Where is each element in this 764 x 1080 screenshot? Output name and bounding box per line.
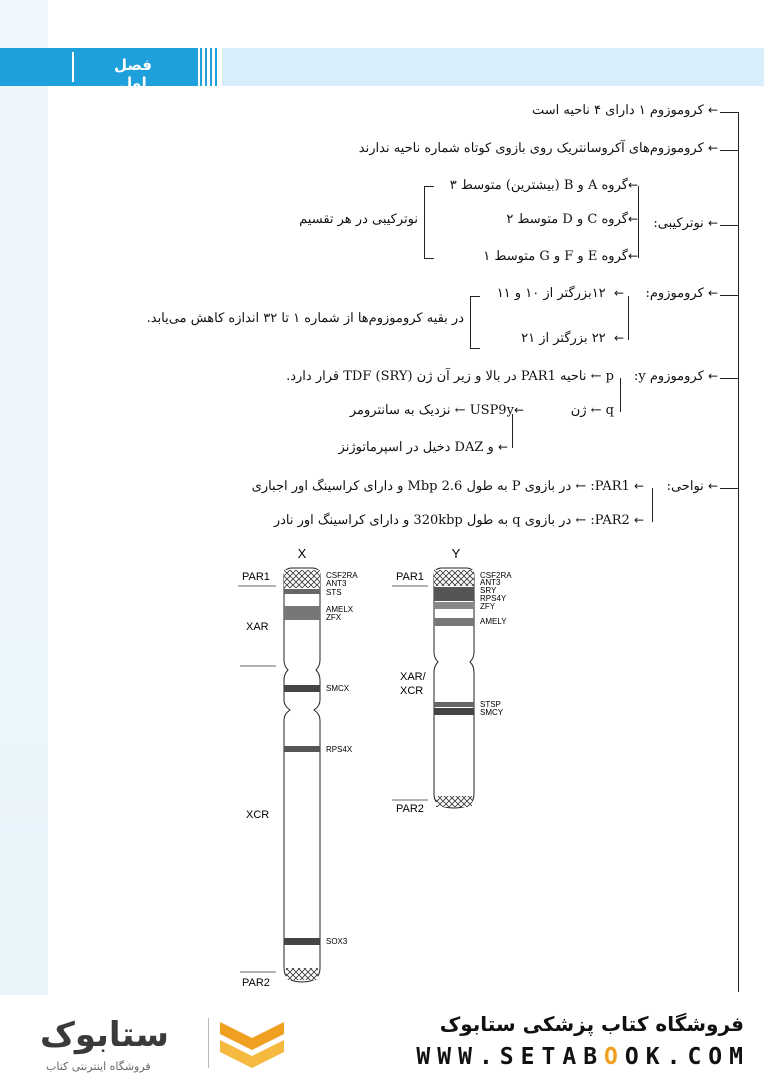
bracket [652,488,653,522]
y-daz: ← و DAZ دخیل در اسپرماتوژنز [338,440,508,455]
logo-chevron-icon [216,1012,288,1072]
bracket [638,186,639,258]
gene-ant3-x: ANT3 [326,579,347,588]
gene-ant3-y: ANT3 [480,578,501,587]
gene-csf2ra-y: CSF2RA [480,571,512,580]
y-title: Y [451,546,461,561]
group-efg: ←گروه E و F و G متوسط ۱ [483,249,638,264]
chromosome-figure [230,540,530,992]
gene-sox3: SOX3 [326,937,348,946]
chrom-rest: در بقیه کروموزوم‌ها از شماره ۱ تا ۳۲ اندازه کاهش می‌یابد. [146,311,464,326]
gene-sts: STS [326,588,342,597]
gene-amely: AMELY [480,617,507,626]
x-title: X [297,546,307,561]
gene-zfy: ZFY [480,602,496,611]
header-band [222,48,764,86]
main-outline-line [738,112,739,992]
connector [720,488,738,489]
shop-url[interactable]: WWW.SETABOOK.COM [416,1044,750,1070]
bracket [470,296,480,297]
bracket [424,258,434,259]
logo-subtitle: فروشگاه اینترنتی کتاب [46,1060,151,1073]
x-xar-label: XAR [246,621,269,633]
chapter-title: فصل اول [114,56,152,92]
gene-smcy: SMCY [480,708,504,717]
gene-smcx: SMCX [326,684,350,693]
connector [720,295,738,296]
y-xcr-label: XCR [400,685,424,697]
gene-rps4x: RPS4X [326,745,353,754]
x-xcr-label: XCR [246,809,270,821]
y-q-arm: q ← ژن [570,403,614,418]
bracket [424,186,434,187]
connector [720,225,738,226]
logo-wordmark: ستابوک [40,1015,169,1055]
y-par1-label: PAR1 [396,571,424,583]
y-chromosome [434,568,474,808]
y-xar-label: XAR/ [400,671,426,683]
gene-amelx: AMELX [326,605,354,614]
bracket [424,186,425,258]
chrom-22: ← ۲۲ بزرگتر از ۲۱ [521,331,624,346]
x-chromosome [284,568,320,982]
shop-title: فروشگاه کتاب پزشکی ستابوک [439,1012,744,1036]
note-regions-label: ← نواحی: [666,479,718,494]
connector [720,378,738,379]
chrom-12: ← ۱۲بزرگتر از ۱۰ و ۱۱ [496,286,624,301]
y-p-arm: p ← ناحیه PAR1 در بالا و زیر آن ژن TDF (SRY) قرار دارد. [286,369,614,384]
gene-stsp: STSP [480,700,501,709]
header-divider [72,52,74,82]
note-chromosome-size: ← کروموزوم: [645,286,718,301]
x-par2-label: PAR2 [242,977,270,989]
x-par1-label: PAR1 [242,571,270,583]
y-par2-label: PAR2 [396,803,424,815]
header-stripes [200,48,220,86]
region-par2: ← PAR2: ← در بازوی q به طول 320kbp و دارای کراسینگ اور نادر [273,513,644,528]
gene-sry: SRY [480,586,497,595]
gene-rps4y: RPS4Y [480,594,507,603]
note-acrocentric: ← کروموزوم‌های آکروسانتریک روی بازوی کوتاه شماره ناحیه ندارند [358,141,718,156]
left-margin-strip [0,0,48,995]
bracket [470,348,480,349]
note-y-label: ← کروموزوم y: [633,369,718,384]
group-ab: ←گروه A و B (بیشترین) متوسط ۳ [449,178,638,193]
connector [720,112,738,113]
bracket [620,378,621,412]
note-recombination-label: ← نوترکیبی: [653,216,718,231]
group-cd: ←گروه C و D متوسط ۲ [506,212,638,227]
bracket [470,296,471,348]
y-usp9y: ←USP9y ← نزدیک به سانترومر [349,403,524,418]
note-chromosome-1: ← کروموزوم ۱ دارای ۴ ناحیه است [531,103,718,118]
connector [720,150,738,151]
region-par1: ← PAR1: ← در بازوی P به طول 2.6 Mbp و دارای کراسینگ اور اجباری [251,479,644,494]
gene-zfx: ZFX [326,613,342,622]
bracket [628,296,629,340]
recombination-per-division: نوترکیبی در هر تقسیم [299,212,418,227]
gene-csf2ra-x: CSF2RA [326,571,358,580]
bracket [512,414,513,448]
logo-divider [208,1018,209,1068]
